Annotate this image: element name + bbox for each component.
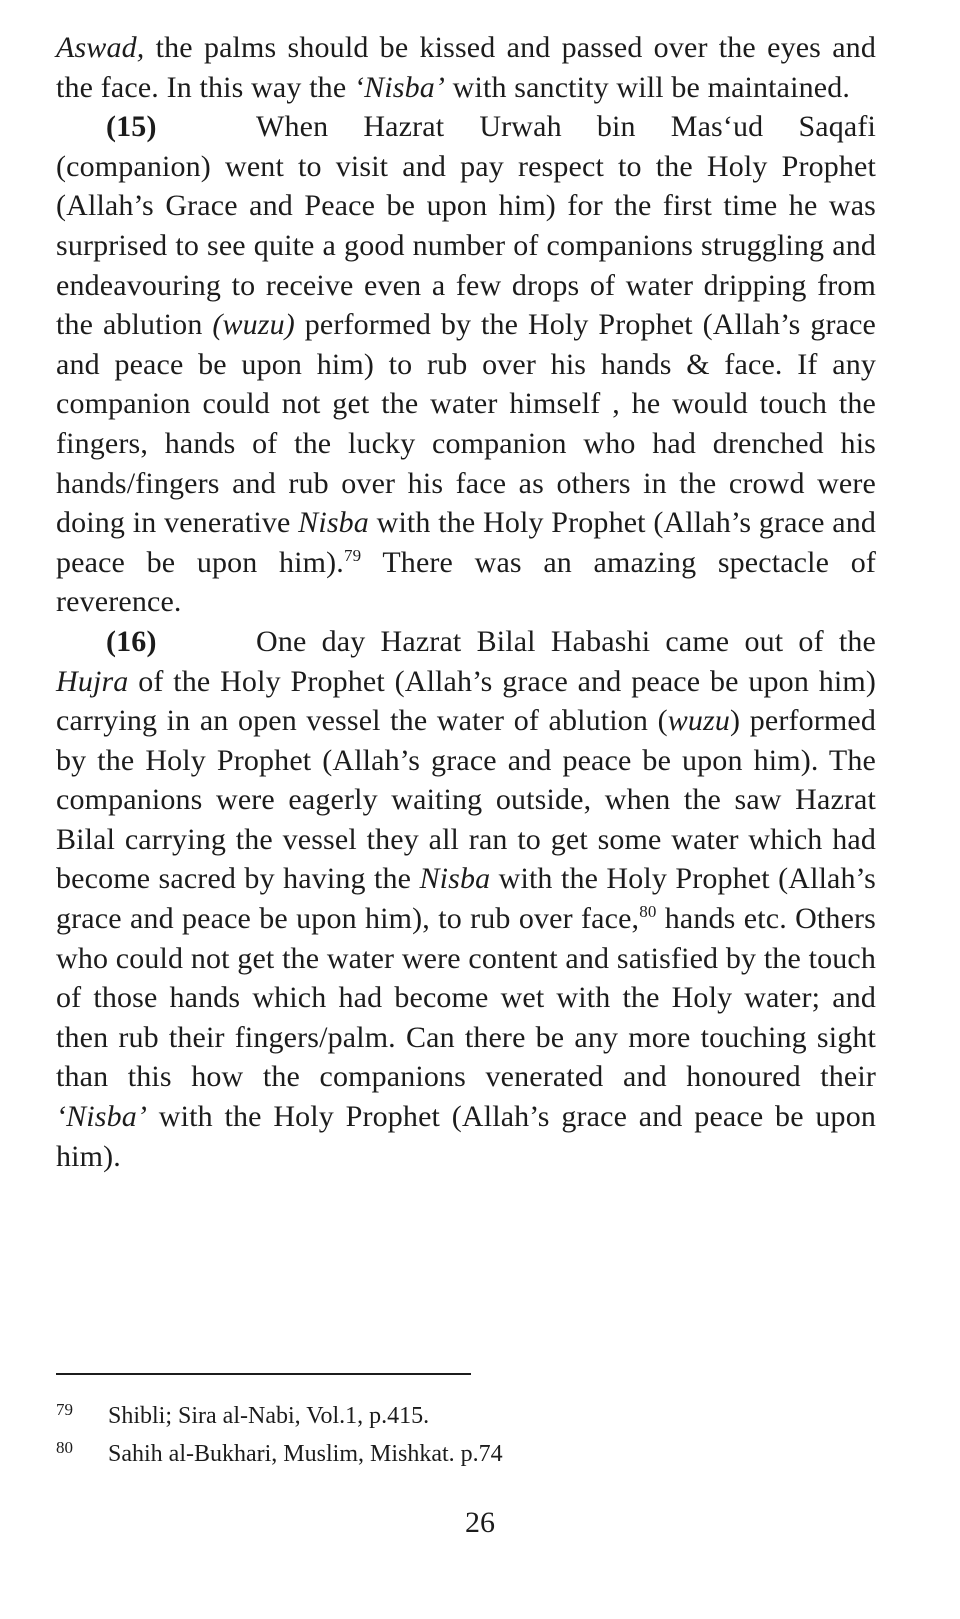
footnote-number: 80 [56,1438,73,1457]
footnote-ref-79[interactable]: 79 [343,545,362,565]
page-number: 26 [465,1506,495,1539]
paragraph-number: (15) [106,110,157,144]
footnote-text: Shibli; Sira al-Nabi, Vol.1, p.415. [108,1403,430,1429]
footnote-79 [56,1398,876,1436]
paragraph-number: (16) [106,624,157,658]
footnotes [56,1398,876,1474]
paragraph-15: (15) When Hazrat Urwah bin Mas‘ud Saqafi (companion) went to visit and pay respect to the Holy Prophet (Allah’s Grace and Peace be upon him) for the first time he was surprised to see quite a good number of companions struggling and endeavouring to receive even a few drops of water dripping from the ablution (wuzu) performed by the Holy Prophet (Allah’s grace and peace be upon him) to rub over his hands & face. If any companion could not get the water himself , he would touch the fingers, hands of the lucky companion who had drenched his hands/fingers and rub over his face as others in the crowd were doing in venerative Nisba with the Holy Prophet (Allah’s grace and peace be upon him).$^{79}$ There was an amazing spectacle of reverence. [56,107,876,622]
paragraph-16: (16) One day Hazrat Bilal Habashi came out of the Hujra of the Holy Prophet (Allah’s grace and peace be upon him) carrying in an open vessel the water of ablution (wuzu) performed by the Holy Prophet (Allah’s grace and peace be upon him). The companions were eagerly waiting outside, when the saw Hazrat Bilal carrying the vessel they all ran to get some water which had become sacred by having the Nisba with the Holy Prophet (Allah’s grace and peace be upon him), to rub over face,$^{80}$ hands etc. Others who could not get the water were content and satisfied by the touch of those hands which had become wet with the Holy water; and then rub their fingers/palm. Can there be any more touching sight than this how the companions venerated and honoured their ‘Nisba’ with the Holy Prophet (Allah’s grace and peace be upon him). [56,622,876,1176]
footnote-number: 79 [56,1400,73,1419]
main-text [56,28,876,1176]
footnote-ref-80[interactable]: 80 [639,902,657,922]
intro-paragraph: Aswad, the palms should be kissed and passed over the eyes and the face. In this way the ‘Nisba’ with sanctity will be maintained. [56,31,876,104]
footnote-divider [56,1373,471,1375]
footnote-text: Sahih al-Bukhari, Muslim, Mishkat. p.74 [108,1441,503,1467]
footnote-80 [56,1436,876,1474]
